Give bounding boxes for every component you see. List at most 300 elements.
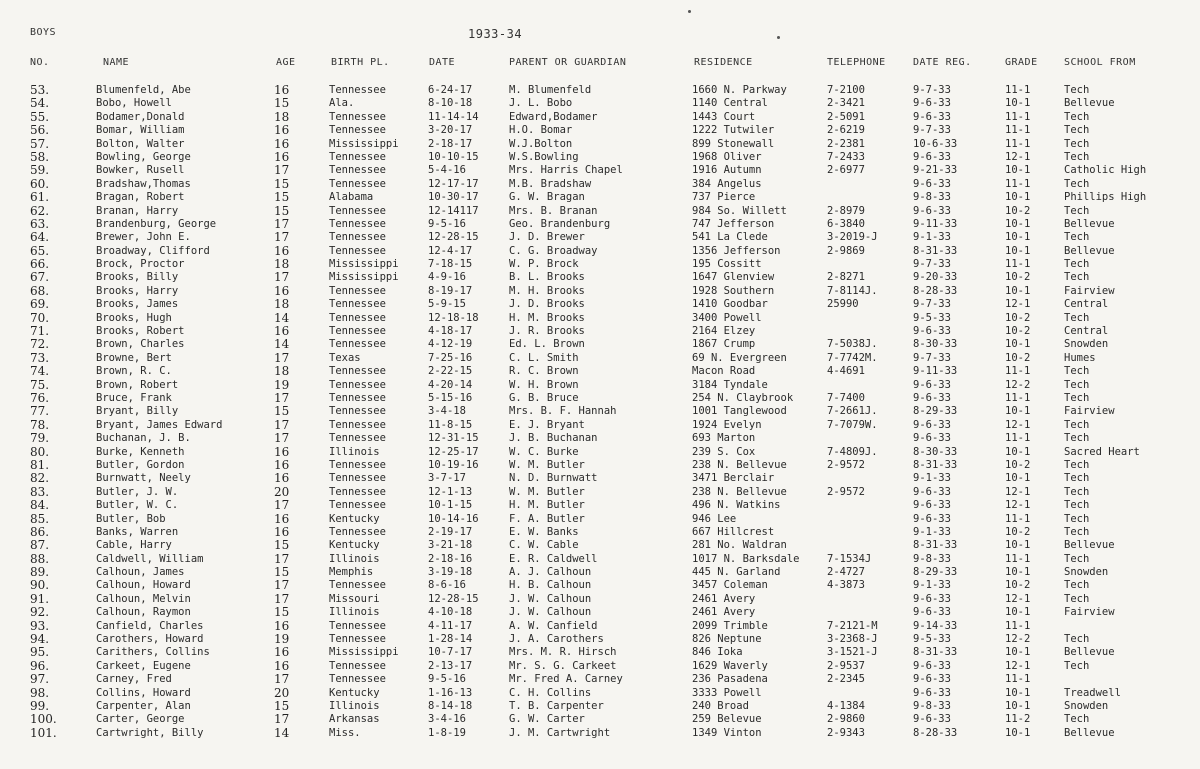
residence: 846 Ioka — [692, 646, 743, 659]
birth-date: 4-11-17 — [428, 619, 473, 632]
parent-guardian: M. H. Brooks — [509, 284, 585, 297]
grade: 12-1 — [1005, 499, 1031, 512]
row-number: 57. — [30, 136, 50, 151]
date-registered: 8-30-33 — [913, 338, 958, 351]
residence: 667 Hillcrest — [692, 525, 775, 538]
school-from: Tech — [1064, 177, 1090, 190]
row-number: 96. — [30, 658, 50, 673]
student-age: 16 — [274, 524, 290, 539]
residence: 826 Neptune — [692, 633, 762, 646]
row-number: 92. — [30, 605, 50, 620]
parent-guardian: W. M. Butler — [509, 458, 585, 471]
date-registered: 9-11-33 — [913, 217, 958, 230]
telephone: 7-8114J. — [827, 284, 878, 297]
row-number: 59. — [30, 163, 50, 178]
paper-speck — [777, 36, 780, 39]
birth-place: Tennessee — [329, 458, 386, 471]
school-from: Tech — [1064, 458, 1090, 471]
row-number: 80. — [30, 444, 50, 459]
school-from: Tech — [1064, 231, 1090, 244]
birth-place: Tennessee — [329, 525, 386, 538]
residence: 899 Stonewall — [692, 137, 775, 150]
birth-place: Miss. — [329, 726, 361, 739]
grade: 10-1 — [1005, 566, 1031, 579]
birth-date: 8-19-17 — [428, 284, 473, 297]
parent-guardian: F. A. Butler — [509, 512, 585, 525]
table-row — [0, 245, 1200, 258]
grade: 11-1 — [1005, 110, 1031, 123]
student-name: Carithers, Collins — [96, 646, 210, 659]
birth-date: 12-4-17 — [428, 244, 473, 257]
student-age: 16 — [274, 511, 290, 526]
birth-place: Missouri — [329, 592, 380, 605]
residence: 1928 Southern — [692, 284, 775, 297]
row-number: 81. — [30, 457, 50, 472]
row-number: 76. — [30, 390, 50, 405]
table-row — [0, 606, 1200, 619]
birth-place: Tennessee — [329, 418, 386, 431]
row-number: 91. — [30, 591, 50, 606]
row-number: 84. — [30, 498, 50, 513]
grade: 11-1 — [1005, 673, 1031, 686]
residence: 1001 Tanglewood — [692, 405, 787, 418]
parent-guardian: J. W. Calhoun — [509, 606, 592, 619]
parent-guardian: Ed. L. Brown — [509, 338, 585, 351]
grade: 10-1 — [1005, 405, 1031, 418]
parent-guardian: E. R. Caldwell — [509, 552, 598, 565]
birth-date: 6-24-17 — [428, 84, 473, 96]
grade: 10-1 — [1005, 539, 1031, 552]
birth-date: 9-5-16 — [428, 673, 466, 686]
birth-place: Mississippi — [329, 271, 399, 284]
student-table — [0, 84, 1200, 740]
header-date: DATE — [429, 57, 456, 68]
student-age: 15 — [274, 176, 290, 191]
grade: 10-1 — [1005, 472, 1031, 485]
birth-date: 8-10-18 — [428, 97, 473, 110]
school-from: Snowden — [1064, 566, 1109, 579]
parent-guardian: G. B. Bruce — [509, 391, 579, 404]
table-row — [0, 459, 1200, 472]
birth-date: 8-6-16 — [428, 579, 466, 592]
telephone: 7-7400 — [827, 391, 865, 404]
date-registered: 8-31-33 — [913, 539, 958, 552]
residence: 240 Broad — [692, 699, 749, 712]
birth-date: 2-13-17 — [428, 659, 473, 672]
table-row — [0, 138, 1200, 151]
student-age: 17 — [274, 350, 290, 365]
student-name: Calhoun, Howard — [96, 579, 191, 592]
table-row — [0, 539, 1200, 552]
student-age: 16 — [274, 444, 290, 459]
birth-date: 10-30-17 — [428, 191, 479, 204]
student-name: Brock, Proctor — [96, 258, 185, 271]
student-name: Bomar, William — [96, 124, 185, 137]
student-name: Brewer, John E. — [96, 231, 191, 244]
student-name: Bobo, Howell — [96, 97, 172, 110]
birth-place: Illinois — [329, 445, 380, 458]
birth-place: Tennessee — [329, 231, 386, 244]
birth-place: Tennessee — [329, 244, 386, 257]
student-name: Butler, Bob — [96, 512, 166, 525]
table-row — [0, 325, 1200, 338]
student-age: 17 — [274, 712, 290, 727]
birth-date: 12-18-18 — [428, 311, 479, 324]
telephone: 2-6977 — [827, 164, 865, 177]
student-age: 16 — [274, 324, 290, 339]
student-age: 16 — [274, 658, 290, 673]
grade: 10-1 — [1005, 699, 1031, 712]
grade: 12-1 — [1005, 150, 1031, 163]
parent-guardian: M.B. Bradshaw — [509, 177, 592, 190]
row-number: 79. — [30, 431, 50, 446]
student-age: 15 — [274, 565, 290, 580]
telephone: 3-1521-J — [827, 646, 878, 659]
date-registered: 9-6-33 — [913, 378, 951, 391]
telephone: 2-9343 — [827, 726, 865, 739]
grade: 10-1 — [1005, 191, 1031, 204]
student-age: 17 — [274, 672, 290, 687]
birth-date: 9-5-16 — [428, 217, 466, 230]
row-number: 93. — [30, 618, 50, 633]
school-from: Snowden — [1064, 338, 1109, 351]
telephone: 6-3840 — [827, 217, 865, 230]
student-name: Carothers, Howard — [96, 633, 204, 646]
parent-guardian: Mrs. Harris Chapel — [509, 164, 623, 177]
residence: 1356 Jefferson — [692, 244, 781, 257]
birth-date: 4-12-19 — [428, 338, 473, 351]
birth-place: Tennessee — [329, 432, 386, 445]
telephone: 2-3421 — [827, 97, 865, 110]
table-row — [0, 660, 1200, 673]
birth-date: 11-14-14 — [428, 110, 479, 123]
table-row — [0, 97, 1200, 110]
birth-date: 3-7-17 — [428, 472, 466, 485]
table-row — [0, 620, 1200, 633]
parent-guardian: W. H. Brown — [509, 378, 579, 391]
date-registered: 8-31-33 — [913, 646, 958, 659]
table-row — [0, 579, 1200, 592]
student-name: Collins, Howard — [96, 686, 191, 699]
birth-place: Tennessee — [329, 177, 386, 190]
parent-guardian: J. M. Cartwright — [509, 726, 611, 739]
residence: 747 Jefferson — [692, 217, 775, 230]
header-parent: PARENT OR GUARDIAN — [509, 57, 627, 68]
student-age: 15 — [274, 605, 290, 620]
grade: 12-2 — [1005, 378, 1031, 391]
residence: 2164 Elzey — [692, 325, 756, 338]
birth-date: 5-15-16 — [428, 391, 473, 404]
birth-date: 2-19-17 — [428, 525, 473, 538]
student-age: 14 — [274, 337, 290, 352]
header-no: NO. — [30, 57, 50, 68]
residence: 1924 Evelyn — [692, 418, 762, 431]
student-age: 20 — [274, 484, 290, 499]
student-age: 16 — [274, 457, 290, 472]
table-row — [0, 365, 1200, 378]
row-number: 54. — [30, 96, 50, 111]
birth-date: 12-1-13 — [428, 485, 473, 498]
birth-place: Tennessee — [329, 284, 386, 297]
table-row — [0, 727, 1200, 740]
telephone: 2-6219 — [827, 124, 865, 137]
student-name: Brooks, Billy — [96, 271, 179, 284]
residence: 238 N. Bellevue — [692, 485, 787, 498]
birth-place: Tennessee — [329, 485, 386, 498]
row-number: 89. — [30, 565, 50, 580]
row-number: 53. — [30, 83, 50, 97]
telephone: 25990 — [827, 298, 859, 311]
telephone: 4-3873 — [827, 579, 865, 592]
student-name: Buchanan, J. B. — [96, 432, 191, 445]
birth-date: 11-8-15 — [428, 418, 473, 431]
student-name: Butler, W. C. — [96, 499, 179, 512]
student-name: Brandenburg, George — [96, 217, 217, 230]
student-age: 15 — [274, 203, 290, 218]
date-registered: 8-30-33 — [913, 445, 958, 458]
table-row — [0, 285, 1200, 298]
birth-date: 2-18-16 — [428, 552, 473, 565]
date-registered: 9-5-33 — [913, 633, 951, 646]
student-name: Calhoun, Raymon — [96, 606, 191, 619]
row-number: 78. — [30, 417, 50, 432]
student-age: 14 — [274, 725, 290, 740]
birth-date: 12-25-17 — [428, 445, 479, 458]
school-from: Bellevue — [1064, 217, 1115, 230]
birth-place: Tennessee — [329, 84, 386, 96]
date-registered: 9-6-33 — [913, 673, 951, 686]
birth-place: Tennessee — [329, 579, 386, 592]
parent-guardian: W. C. Burke — [509, 445, 579, 458]
school-from: Tech — [1064, 633, 1090, 646]
table-row — [0, 486, 1200, 499]
row-number: 70. — [30, 310, 50, 325]
student-age: 17 — [274, 551, 290, 566]
birth-place: Alabama — [329, 191, 374, 204]
date-registered: 9-7-33 — [913, 298, 951, 311]
section-label: BOYS — [30, 27, 57, 38]
parent-guardian: T. B. Carpenter — [509, 699, 604, 712]
residence: 541 La Clede — [692, 231, 768, 244]
parent-guardian: J. W. Calhoun — [509, 592, 592, 605]
grade: 10-2 — [1005, 204, 1031, 217]
date-registered: 9-8-33 — [913, 191, 951, 204]
school-from: Tech — [1064, 525, 1090, 538]
telephone: 7-4809J. — [827, 445, 878, 458]
header-name: NAME — [103, 57, 130, 68]
student-name: Brooks, Harry — [96, 284, 179, 297]
grade: 11-1 — [1005, 512, 1031, 525]
row-number: 58. — [30, 149, 50, 164]
row-number: 97. — [30, 672, 50, 687]
birth-place: Tennessee — [329, 150, 386, 163]
residence: 238 N. Bellevue — [692, 458, 787, 471]
parent-guardian: G. W. Bragan — [509, 191, 585, 204]
table-row — [0, 633, 1200, 646]
student-name: Bragan, Robert — [96, 191, 185, 204]
grade: 10-1 — [1005, 338, 1031, 351]
date-registered: 9-20-33 — [913, 271, 958, 284]
date-registered: 9-6-33 — [913, 418, 951, 431]
birth-place: Tennessee — [329, 298, 386, 311]
student-age: 15 — [274, 404, 290, 419]
grade: 12-2 — [1005, 633, 1031, 646]
table-row — [0, 298, 1200, 311]
school-from: Tech — [1064, 432, 1090, 445]
date-registered: 9-6-33 — [913, 686, 951, 699]
parent-guardian: W. P. Brock — [509, 258, 579, 271]
telephone: 2-8979 — [827, 204, 865, 217]
date-registered: 9-21-33 — [913, 164, 958, 177]
residence: 69 N. Evergreen — [692, 351, 787, 364]
parent-guardian: W.S.Bowling — [509, 150, 579, 163]
parent-guardian: N. D. Burnwatt — [509, 472, 598, 485]
birth-place: Illinois — [329, 606, 380, 619]
telephone: 4-1384 — [827, 699, 865, 712]
student-age: 19 — [274, 632, 290, 647]
school-from: Tech — [1064, 499, 1090, 512]
student-name: Carney, Fred — [96, 673, 172, 686]
grade: 10-2 — [1005, 458, 1031, 471]
parent-guardian: Edward,Bodamer — [509, 110, 598, 123]
date-registered: 9-7-33 — [913, 258, 951, 271]
residence: 693 Marton — [692, 432, 756, 445]
residence: 2099 Trimble — [692, 619, 768, 632]
telephone: 2-9572 — [827, 458, 865, 471]
parent-guardian: J. D. Brooks — [509, 298, 585, 311]
birth-place: Kentucky — [329, 686, 380, 699]
table-row — [0, 419, 1200, 432]
birth-place: Tennessee — [329, 110, 386, 123]
school-from: Tech — [1064, 124, 1090, 137]
date-registered: 10-6-33 — [913, 137, 958, 150]
birth-date: 10-10-15 — [428, 150, 479, 163]
telephone: 7-5038J. — [827, 338, 878, 351]
row-number: 72. — [30, 337, 50, 352]
residence: 3333 Powell — [692, 686, 762, 699]
birth-place: Tennessee — [329, 378, 386, 391]
date-registered: 9-5-33 — [913, 311, 951, 324]
birth-date: 12-28-15 — [428, 231, 479, 244]
grade: 10-1 — [1005, 606, 1031, 619]
table-row — [0, 566, 1200, 579]
birth-date: 3-4-18 — [428, 405, 466, 418]
parent-guardian: C. H. Collins — [509, 686, 592, 699]
birth-date: 1-16-13 — [428, 686, 473, 699]
table-row — [0, 526, 1200, 539]
student-age: 18 — [274, 109, 290, 124]
table-row — [0, 338, 1200, 351]
grade: 12-1 — [1005, 485, 1031, 498]
residence: 946 Lee — [692, 512, 737, 525]
table-row — [0, 513, 1200, 526]
student-name: Brooks, James — [96, 298, 179, 311]
table-row — [0, 271, 1200, 284]
grade: 12-1 — [1005, 592, 1031, 605]
date-registered: 9-11-33 — [913, 365, 958, 378]
telephone: 7-2121-M — [827, 619, 878, 632]
school-from: Tech — [1064, 391, 1090, 404]
school-from: Bellevue — [1064, 244, 1115, 257]
table-row — [0, 164, 1200, 177]
date-registered: 9-6-33 — [913, 499, 951, 512]
header-age: AGE — [276, 57, 296, 68]
row-number: 87. — [30, 538, 50, 553]
date-registered: 9-6-33 — [913, 150, 951, 163]
birth-date: 12-31-15 — [428, 432, 479, 445]
date-registered: 9-6-33 — [913, 177, 951, 190]
row-number: 101. — [30, 725, 57, 740]
table-row — [0, 432, 1200, 445]
parent-guardian: H. M. Butler — [509, 499, 585, 512]
row-number: 73. — [30, 350, 50, 365]
parent-guardian: Mrs. M. R. Hirsch — [509, 646, 617, 659]
birth-place: Tennessee — [329, 365, 386, 378]
parent-guardian: Mrs. B. F. Hannah — [509, 405, 617, 418]
table-row — [0, 392, 1200, 405]
school-from: Bellevue — [1064, 726, 1115, 739]
student-age: 16 — [274, 471, 290, 486]
birth-date: 12-28-15 — [428, 592, 479, 605]
residence: 259 Belevue — [692, 713, 762, 726]
grade: 11-1 — [1005, 137, 1031, 150]
table-row — [0, 593, 1200, 606]
row-number: 85. — [30, 511, 50, 526]
student-age: 16 — [274, 149, 290, 164]
date-registered: 9-6-33 — [913, 391, 951, 404]
telephone: 7-2433 — [827, 150, 865, 163]
student-name: Branan, Harry — [96, 204, 179, 217]
birth-place: Tennessee — [329, 204, 386, 217]
row-number: 94. — [30, 632, 50, 647]
student-age: 17 — [274, 417, 290, 432]
residence: 195 Cossitt — [692, 258, 762, 271]
birth-date: 3-4-16 — [428, 713, 466, 726]
telephone: 2-9869 — [827, 244, 865, 257]
parent-guardian: J. B. Buchanan — [509, 432, 598, 445]
school-from: Tech — [1064, 659, 1090, 672]
student-name: Carpenter, Alan — [96, 699, 191, 712]
parent-guardian: Geo. Brandenburg — [509, 217, 611, 230]
student-age: 17 — [274, 270, 290, 285]
row-number: 83. — [30, 484, 50, 499]
student-name: Burke, Kenneth — [96, 445, 185, 458]
date-registered: 9-6-33 — [913, 512, 951, 525]
telephone: 3-2019-J — [827, 231, 878, 244]
header-date-reg: DATE REG. — [913, 57, 972, 68]
grade: 10-1 — [1005, 164, 1031, 177]
student-name: Bowker, Rusell — [96, 164, 185, 177]
grade: 10-2 — [1005, 325, 1031, 338]
date-registered: 9-6-33 — [913, 110, 951, 123]
date-registered: 9-14-33 — [913, 619, 958, 632]
date-registered: 9-1-33 — [913, 525, 951, 538]
row-number: 98. — [30, 685, 50, 700]
parent-guardian: C. G. Broadway — [509, 244, 598, 257]
school-from: Central — [1064, 298, 1109, 311]
table-row — [0, 258, 1200, 271]
birth-date: 10-14-16 — [428, 512, 479, 525]
birth-place: Memphis — [329, 566, 374, 579]
header-birth: BIRTH PL. — [331, 57, 390, 68]
row-number: 55. — [30, 109, 50, 124]
table-row — [0, 352, 1200, 365]
telephone: 2-4727 — [827, 566, 865, 579]
residence: 281 No. Waldran — [692, 539, 787, 552]
student-name: Butler, Gordon — [96, 458, 185, 471]
birth-date: 8-14-18 — [428, 699, 473, 712]
date-registered: 9-6-33 — [913, 97, 951, 110]
